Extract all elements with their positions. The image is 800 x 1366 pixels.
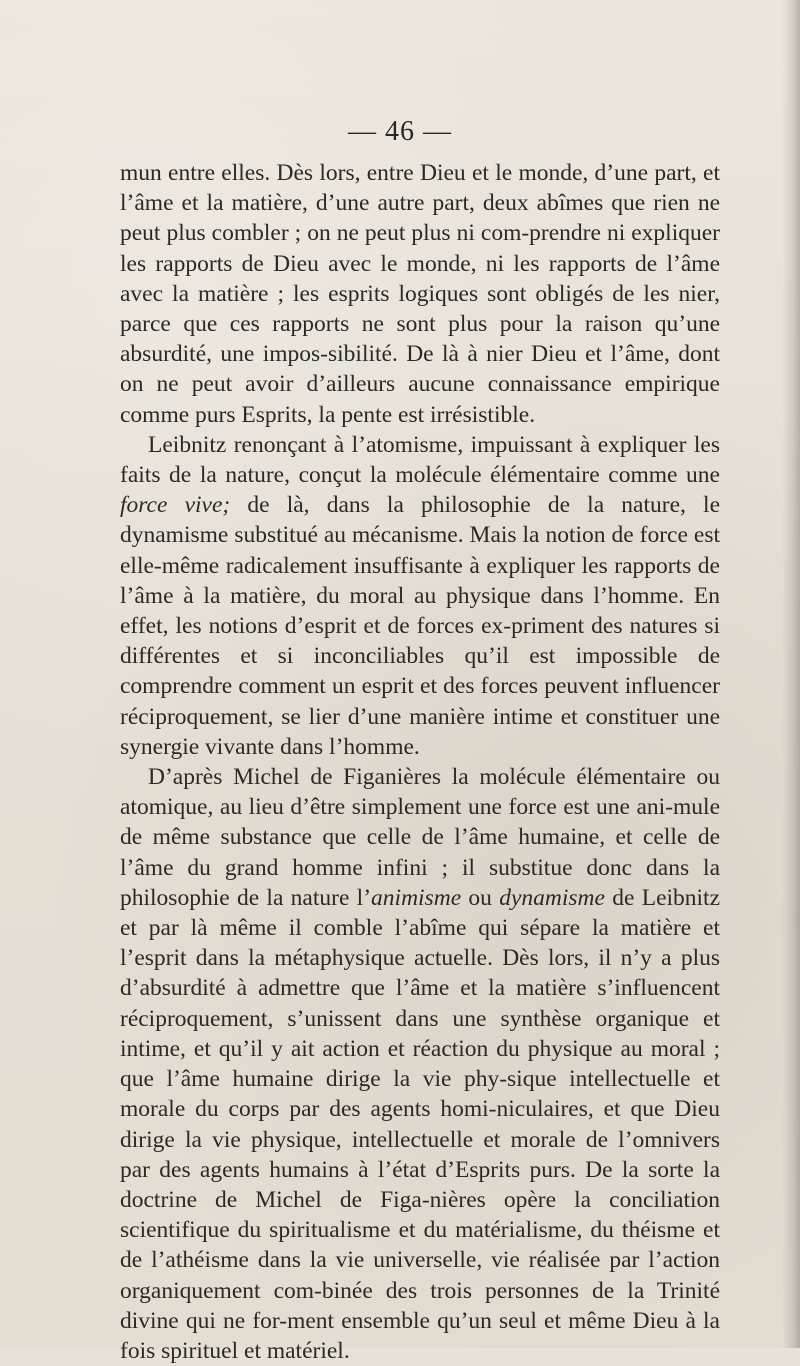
paragraph-3 <box>120 762 720 1366</box>
paragraph-2-text-b: de là, dans la philosophie de la nature, le dynamisme substitué au mécanisme. Mais la notion de force est elle-même radicalement insuffisante à expliquer les rapports de l’âme à la matière, du moral au physique dans l’homme. En effet, les notions d’esprit et de forces ex-priment des natures si différentes et si inconciliables qu’il est impossible de comprendre comment un esprit et des forces peuvent influencer réciproquement, se lier d’une manière intime et constituer une synergie vivante dans l’homme. <box>120 492 720 760</box>
paragraph-2-emphasis-force-vive: force vive; <box>120 492 231 519</box>
page-number: — 46 — <box>348 116 452 147</box>
paragraph-1-text: mun entre elles. Dès lors, entre Dieu et le monde, d’une part, et l’âme et la matière, d’une autre part, deux abîmes que rien ne peut plus combler ; on ne peut plus ni com-prendre ni expliquer les rapports de Dieu avec le monde, ni les rapports de l’âme avec la matière ; les esprits logiques sont obligés de les nier, parce que ces rapports ne sont plus pour la raison qu’une absurdité, une impos-sibilité. De là à nier Dieu et l’âme, dont on ne peut avoir d’ailleurs aucune connaissance empirique comme purs Esprits, la pente est irrésistible. <box>120 160 720 428</box>
paragraph-3-text-b: ou <box>461 884 500 911</box>
paragraph-3-text-a: D’après Michel de Figanières la molécule élémentaire ou atomique, au lieu d’être simplement une force est une ani-mule de même substance que celle de l’âme humaine, et celle de l’âme du grand homme infini ; il substitue donc dans la philosophie de la nature l’ <box>120 764 720 911</box>
paragraph-2-text-a: Leibnitz renonçant à l’atomisme, impuissant à expliquer les faits de la nature, conçut la molécule élémentaire comme une <box>120 431 720 489</box>
paragraph-1 <box>120 158 720 430</box>
body-text <box>120 158 720 1366</box>
paragraph-3-emphasis-dynamisme: dynamisme <box>499 884 605 911</box>
page-edge-shadow <box>782 0 800 1348</box>
paragraph-3-text-c: de Leibnitz et par là même il comble l’abîme qui sépare la matière et l’esprit dans la métaphysique actuelle. Dès lors, il n’y a plus d’absurdité à admettre que l’âme et la matière s’influencent réciproquement, s’unissent dans une synthèse organique et intime, et qu’il y ait action et réaction du physique au moral ; que l’âme humaine dirige la vie phy-sique intellectuelle et morale du corps par des agents homi-niculaires, et que Dieu dirige la vie physique, intellectuelle et morale de l’omnivers par des agents humains à l’état d’Esprits purs. De la sorte la doctrine de Michel de Figa-nières opère la conciliation scientifique du spiritualisme et du matérialisme, du théisme et de l’athéisme dans la vie universelle, vie réalisée par l’action organiquement com-binée des trois personnes de la Trinité divine qui ne for-ment ensemble qu’un seul et même Dieu à la fois spirituel et matériel. <box>120 884 721 1364</box>
paragraph-2 <box>120 430 720 762</box>
paragraph-3-emphasis-animisme: animisme <box>371 884 462 911</box>
